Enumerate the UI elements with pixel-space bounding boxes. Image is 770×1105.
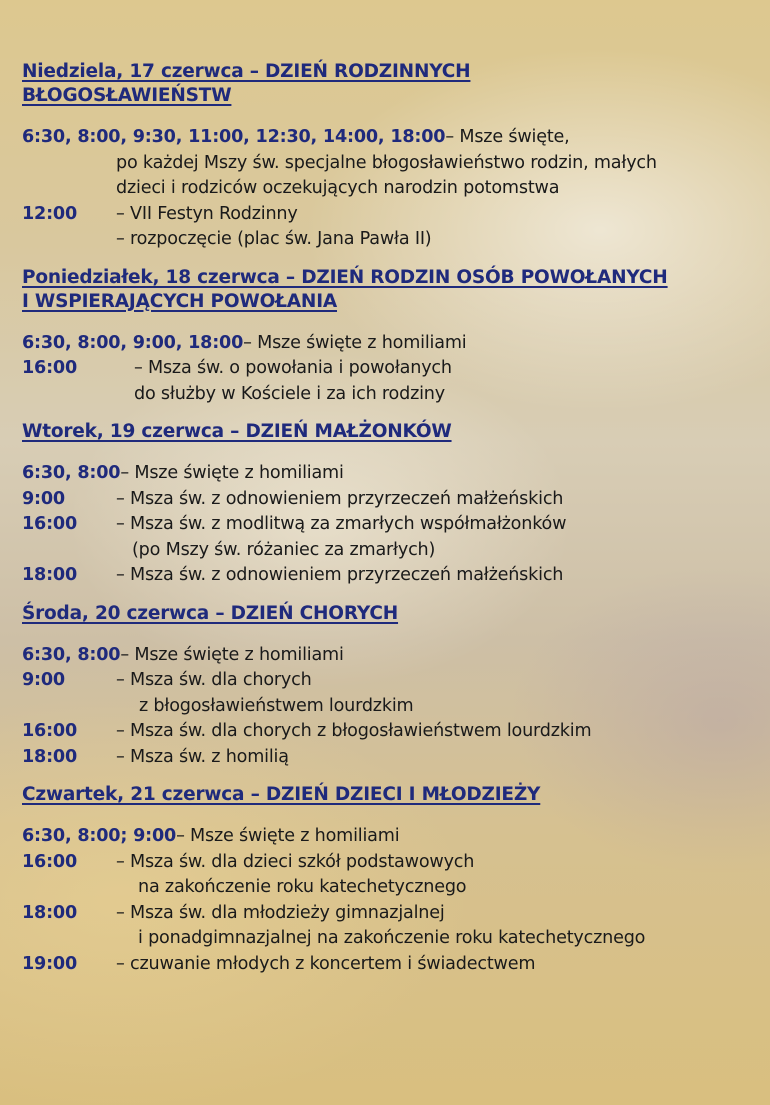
day-heading (22, 783, 757, 807)
schedule-row (22, 824, 757, 850)
event-time: 16:00 (22, 514, 78, 534)
schedule-row (22, 745, 757, 771)
mass-times: 6:30, 8:00 (22, 644, 121, 665)
schedule-row (22, 356, 757, 382)
mass-times: 6:30, 8:00, 9:00, 18:00 (22, 332, 244, 353)
day-heading-line: I WSPIERAJĄCYCH POWOŁANIA (22, 290, 338, 312)
schedule-row (22, 202, 757, 228)
schedule-row (22, 331, 757, 357)
event-time: 16:00 (22, 851, 78, 872)
day-section-wednesday (22, 602, 757, 771)
schedule-document (22, 60, 757, 990)
event-time: 16:00 (22, 721, 78, 741)
mass-times: 6:30, 8:00; 9:00 (22, 826, 177, 846)
schedule-row (22, 512, 757, 538)
event-description: – VII Festyn Rodzinny (116, 203, 298, 224)
mass-times: 6:30, 8:00 (22, 463, 121, 483)
event-description: – Msze święte, (445, 127, 570, 147)
day-heading-line: Poniedziałek, 18 czerwca – DZIEŃ RODZIN OSÓB POWOŁANYCH (22, 266, 668, 288)
schedule-row (22, 952, 757, 978)
event-description: – Msze święte z homiliami (243, 332, 467, 353)
event-description: – Msza św. o powołania i powołanych (134, 358, 452, 378)
schedule-row (22, 850, 757, 876)
schedule-row (22, 487, 757, 513)
day-heading-line: Czwartek, 21 czerwca – DZIEŃ DZIECI I MŁODZIEŻY (22, 784, 541, 805)
event-time: 18:00 (22, 746, 78, 767)
event-description: – Msza św. z odnowieniem przyrzeczeń małżeńskich (116, 565, 564, 585)
event-description-continued: po każdej Mszy św. specjalne błogosławieństwo rodzin, małych (116, 152, 657, 173)
event-description: – Msza św. z odnowieniem przyrzeczeń małżeńskich (116, 488, 564, 509)
event-description: – Msza św. z homilią (116, 746, 289, 767)
event-description-continued: do służby w Kościele i za ich rodziny (134, 383, 445, 404)
event-description-continued: (po Mszy św. różaniec za zmarłych) (132, 539, 436, 560)
event-time: 9:00 (22, 670, 65, 690)
day-heading-line: BŁOGOSŁAWIEŃSTW (22, 85, 232, 106)
event-description: – Msza św. dla młodzieży gimnazjalnej (116, 902, 445, 923)
schedule-row (22, 461, 757, 487)
schedule-row (22, 125, 757, 151)
schedule-row (22, 901, 757, 927)
event-description: – Msza św. dla chorych (116, 670, 312, 690)
event-description: – czuwanie młodych z koncertem i świadectwem (116, 953, 536, 974)
event-time: 18:00 (22, 565, 78, 585)
schedule-row (22, 668, 757, 694)
day-section-thursday (22, 783, 757, 977)
day-heading (22, 266, 757, 314)
day-heading (22, 420, 757, 444)
day-heading-line: Niedziela, 17 czerwca – DZIEŃ RODZINNYCH (22, 61, 471, 82)
day-heading-line: Środa, 20 czerwca – DZIEŃ CHORYCH (22, 602, 399, 624)
event-time: 19:00 (22, 953, 78, 974)
day-section-monday (22, 266, 757, 408)
event-time: 18:00 (22, 902, 78, 923)
day-heading (22, 602, 757, 626)
mass-times: 6:30, 8:00, 9:30, 11:00, 12:30, 14:00, 18:00 (22, 127, 446, 147)
schedule-row (22, 563, 757, 589)
event-description: – Msza św. dla chorych z błogosławieństwem lourdzkim (116, 721, 592, 741)
event-description-continued: i ponadgimnazjalnej na zakończenie roku katechetycznego (138, 928, 646, 948)
event-time: 9:00 (22, 488, 65, 509)
schedule-row (22, 643, 757, 669)
event-description-continued: na zakończenie roku katechetycznego (138, 877, 467, 897)
event-description: – Msze święte z homiliami (120, 644, 344, 665)
schedule-row (22, 719, 757, 745)
event-description: – Msza św. dla dzieci szkół podstawowych (116, 851, 475, 872)
day-heading-line: Wtorek, 19 czerwca – DZIEŃ MAŁŻONKÓW (22, 421, 452, 442)
event-description: – Msze święte z homiliami (120, 463, 344, 483)
day-heading (22, 60, 757, 108)
day-section-sunday (22, 60, 757, 253)
event-description-continued: z błogosławieństwem lourdzkim (139, 695, 414, 716)
day-section-tuesday (22, 420, 757, 589)
event-time: 16:00 (22, 358, 78, 378)
event-time: 12:00 (22, 203, 78, 224)
event-description-continued: dzieci i rodziców oczekujących narodzin potomstwa (116, 178, 560, 198)
event-description: – Msze święte z homiliami (176, 826, 400, 846)
event-description-continued: – rozpoczęcie (plac św. Jana Pawła II) (116, 229, 432, 249)
event-description: – Msza św. z modlitwą za zmarłych współmałżonków (116, 514, 567, 534)
